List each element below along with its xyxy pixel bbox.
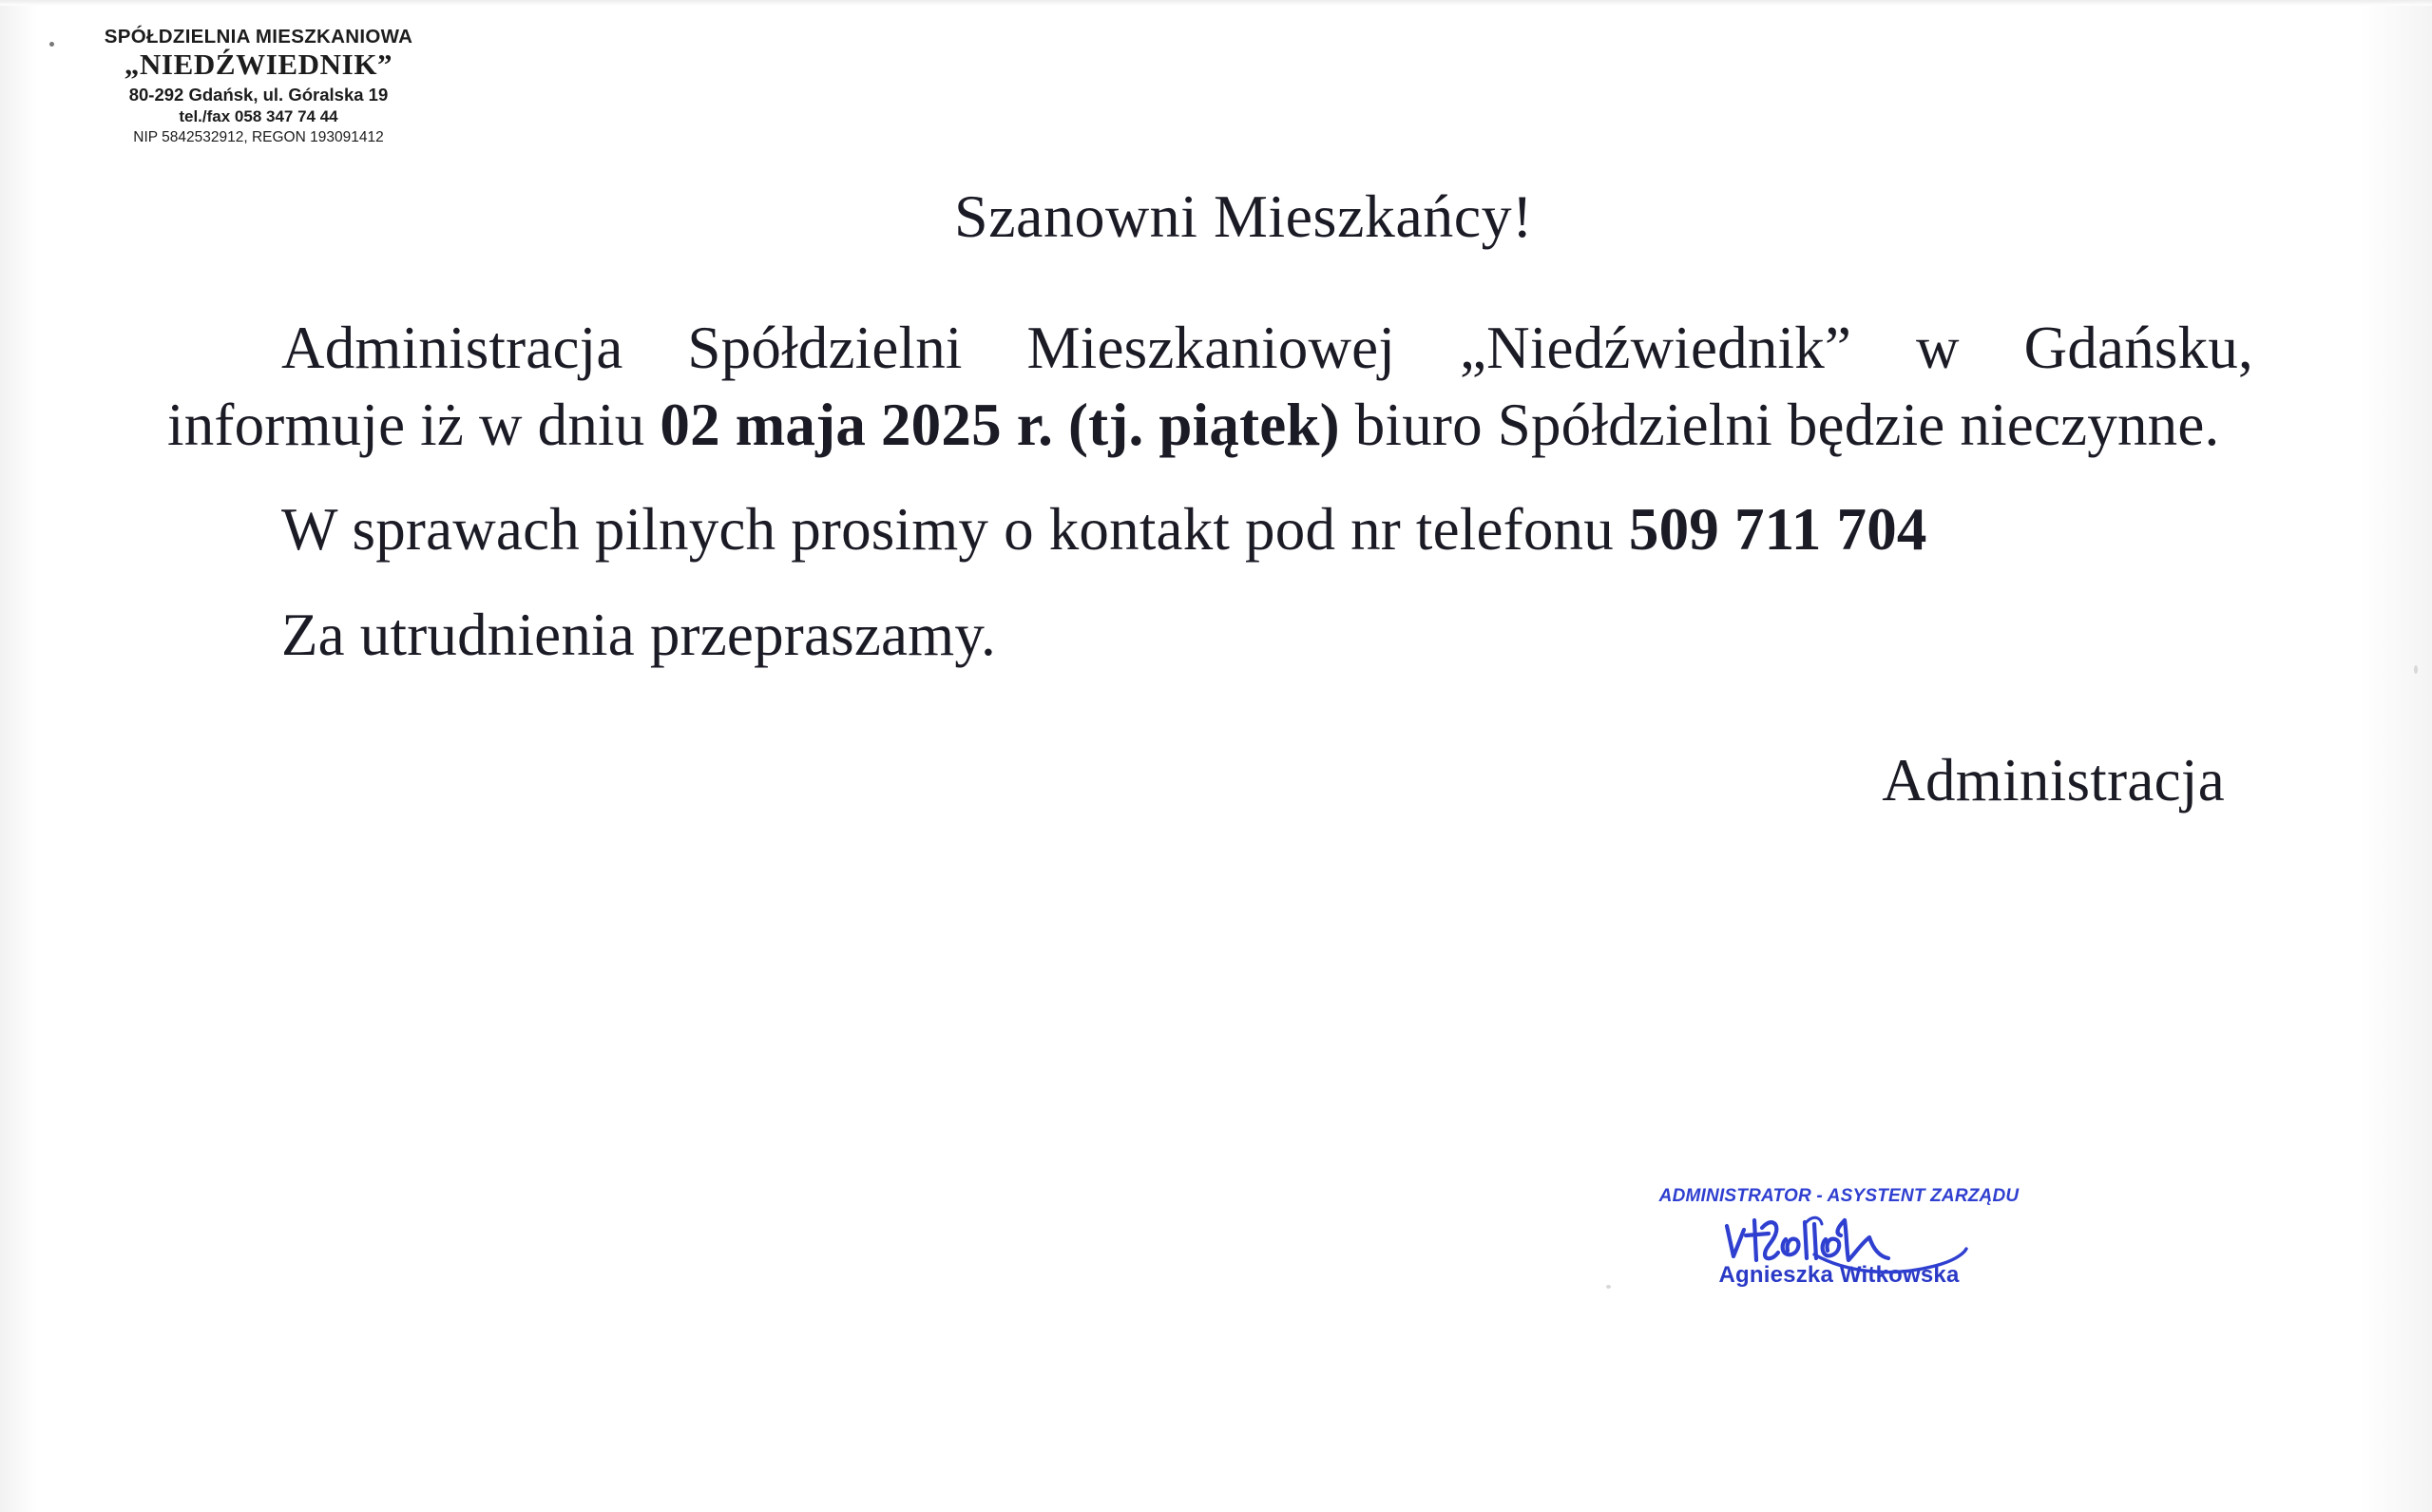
letterhead [59,27,458,147]
letterhead-phone: tel./fax 058 347 74 44 [179,107,338,126]
paragraph-2-text-before: W sprawach pilnych prosimy o kontakt pod nr telefonu [281,496,1629,564]
letterhead-address: 80-292 Gdańsk, ul. Góralska 19 [128,84,389,105]
paragraph-1-text-after: biuro Spółdzielni będzie nieczynne. [1339,391,2220,458]
letter-body [167,182,2253,813]
salutation: Szanowni Mieszkańcy! [954,182,1533,250]
letterhead-org-type: SPÓŁDZIELNIA MIESZKANIOWA [104,26,413,48]
paragraph-office-closed [167,310,2253,463]
stamp-signer-name: Agnieszka Witkowska [1718,1262,1960,1288]
letterhead-registry: NIP 5842532912, REGON 193091412 [133,129,384,146]
letterhead-org-name: „NIEDŹWIEDNIK” [124,48,393,82]
scan-speck [1606,1285,1611,1289]
scan-speck [2414,665,2418,674]
paragraph-apology: Za utrudnienia przepraszamy. [281,601,996,668]
stamp-role-title: ADMINISTRATOR - ASYSTENT ZARZĄDU [1658,1186,2020,1206]
paragraph-1-date-bold: 02 maja 2025 r. (tj. piątek) [660,391,1340,458]
scan-edge-shadow [0,0,2432,6]
handwritten-signature-icon [1616,1209,2062,1268]
closing-signature-line: Administracja [1882,746,2225,813]
contact-phone-number: 509 711 704 [1628,496,1927,564]
paragraph-urgent-contact [167,491,2253,568]
paragraph-1-text-before: Administracja Spółdzielni Mieszkaniowej „Niedźwiednik” w Gdańsku, informuje iż w dniu [167,315,2253,458]
scan-speck [49,42,54,47]
signature-stamp [1616,1186,2062,1289]
